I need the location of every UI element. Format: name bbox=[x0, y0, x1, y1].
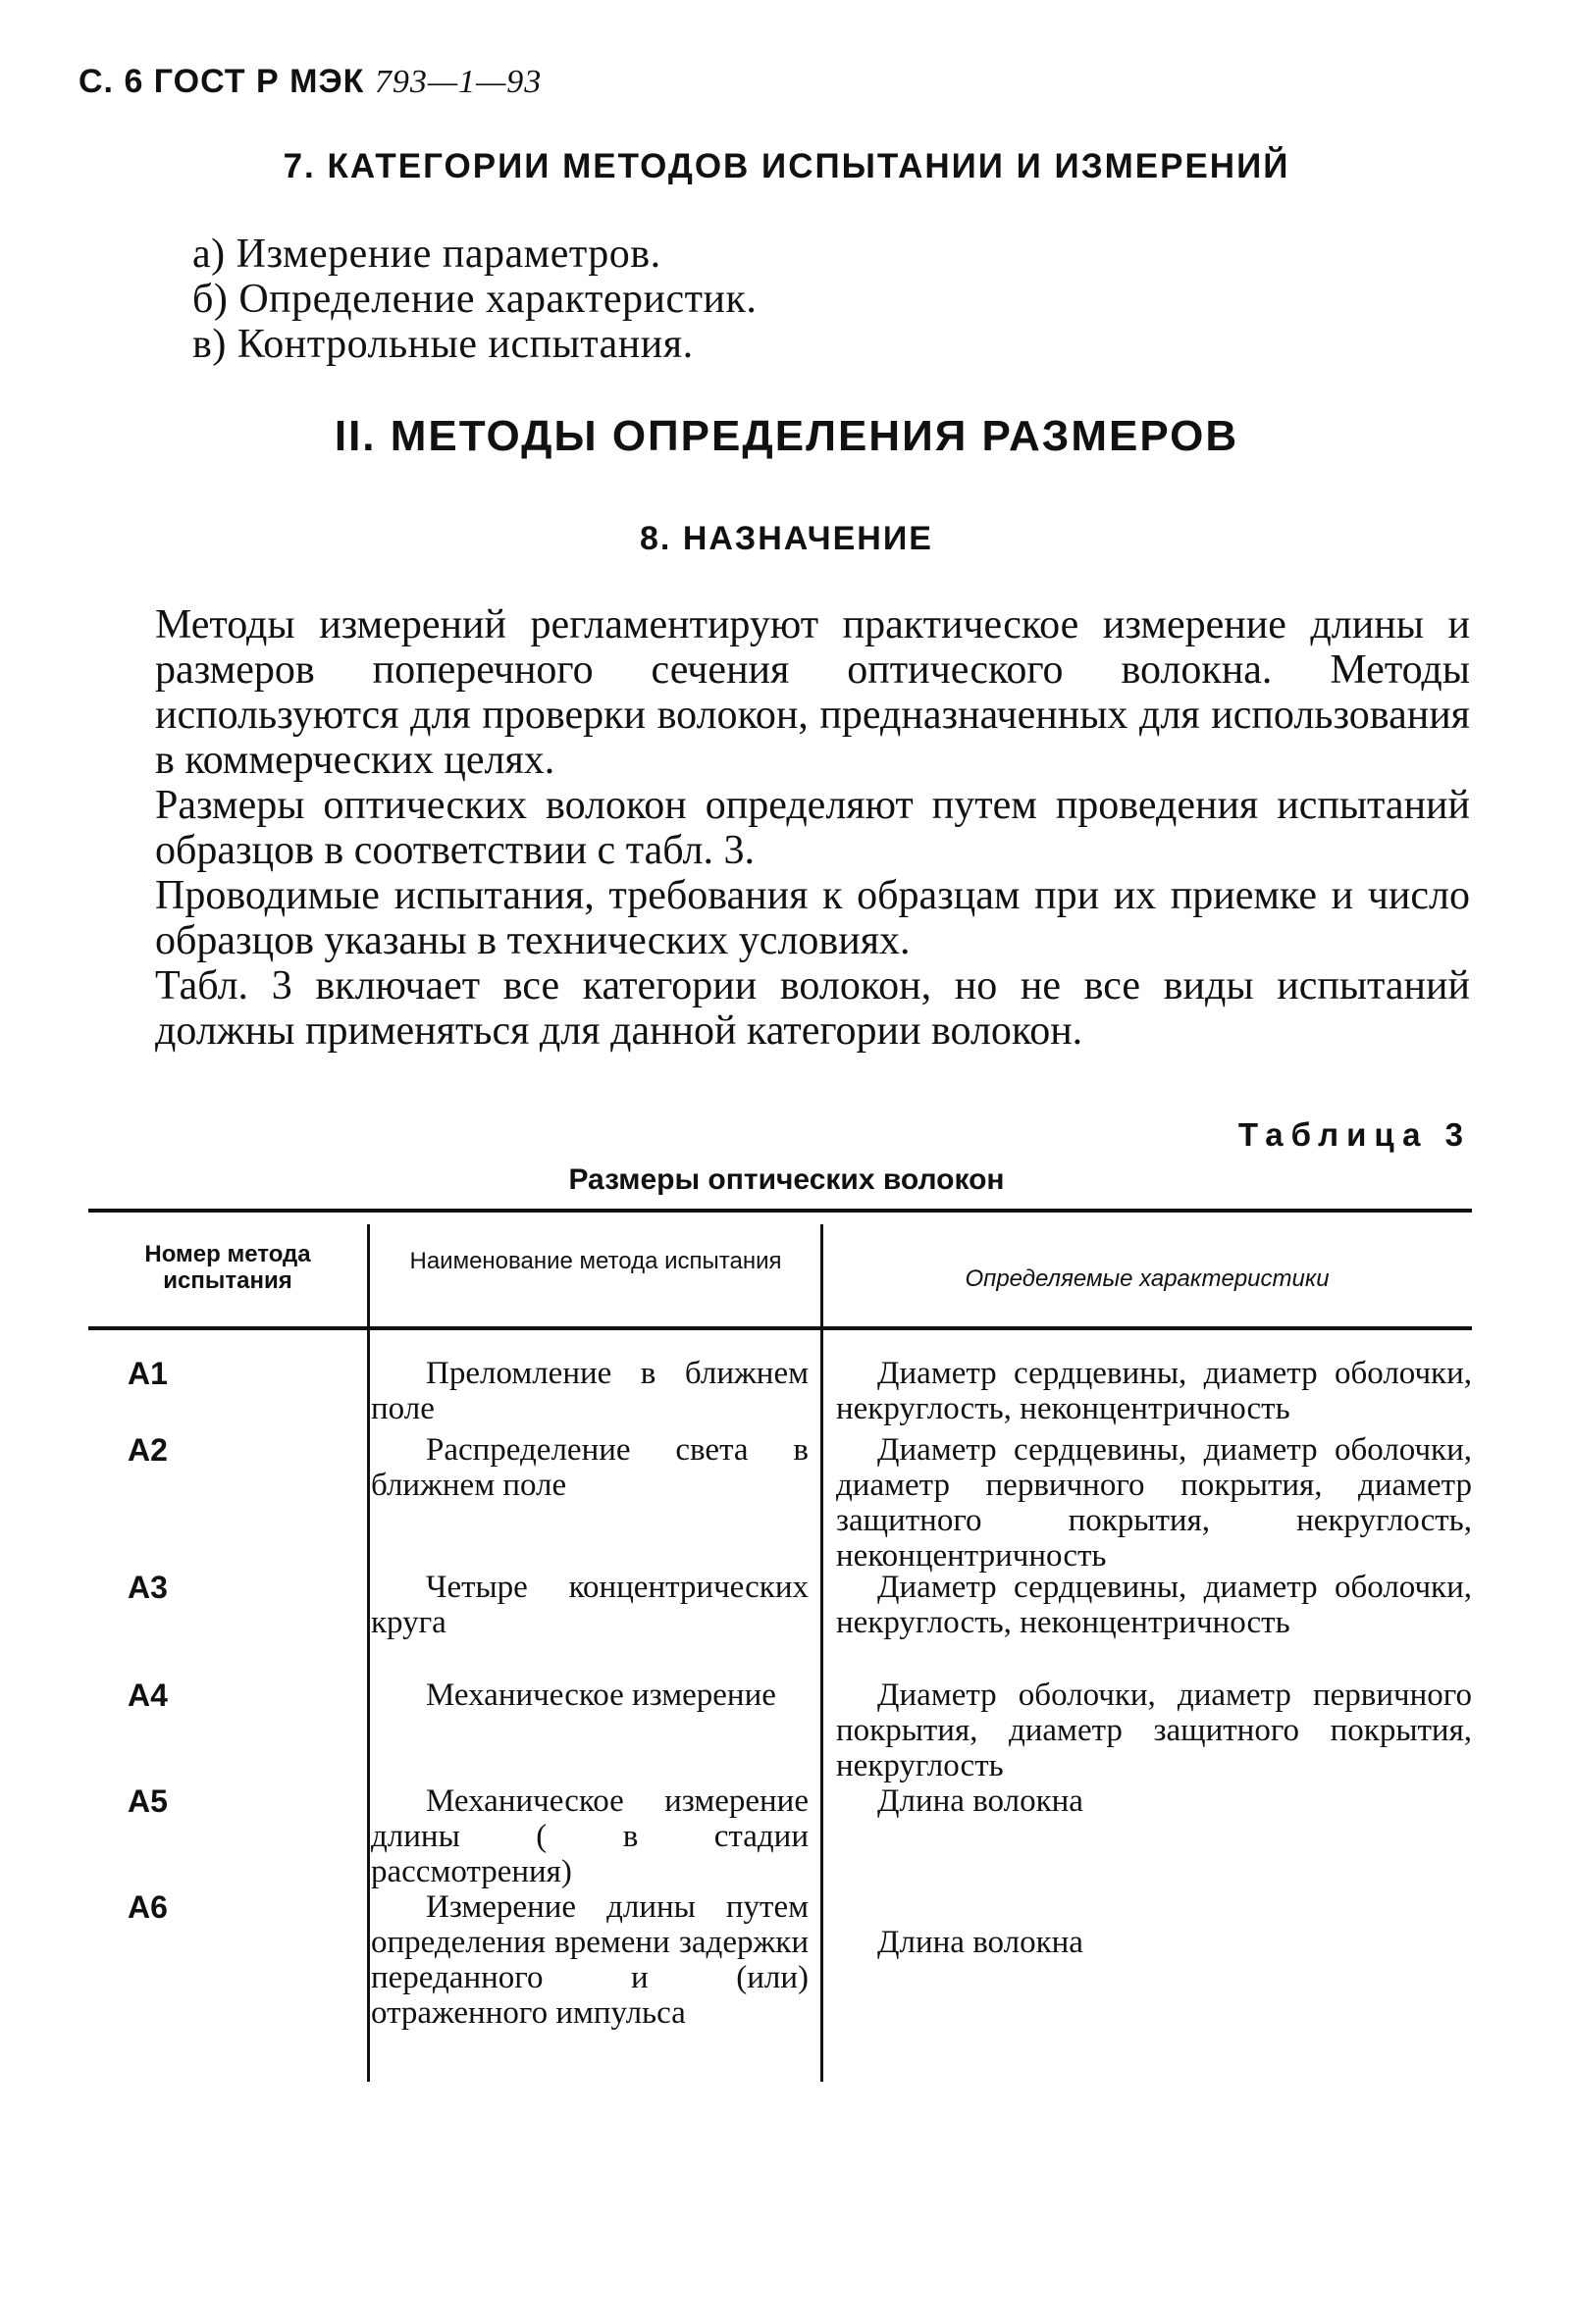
cell-characteristics: Длина волокна bbox=[877, 1925, 1083, 1960]
section-7-title: 7. КАТЕГОРИИ МЕТОДОВ ИСПЫТАНИИ И ИЗМЕРЕНИЙ bbox=[283, 147, 1290, 185]
paragraph: Табл. 3 включает все категории волокон, но не все виды испытаний должны применяться для данной категории волокон. bbox=[155, 963, 1470, 1054]
paragraph: Методы измерений регламентируют практическое измерение длины и размеров поперечного сечения оптического волокна. Методы используются для проверки волокон, предназначенных для использования в коммерческих целях. bbox=[155, 602, 1470, 783]
cell-number: А4 bbox=[128, 1678, 168, 1713]
list-item: а) Измерение параметров. bbox=[192, 232, 661, 277]
section-8-title: 8. НАЗНАЧЕНИЕ bbox=[640, 520, 933, 557]
header-page-number: С. 6 ГОСТ Р МЭК bbox=[79, 63, 365, 100]
header-test-name: Наименование метода испытания bbox=[409, 1248, 782, 1274]
cell-name: Механическое измерение bbox=[426, 1678, 776, 1713]
cell-number: А3 bbox=[128, 1570, 168, 1605]
paragraph: Размеры оптических волокон определяют путем проведения испытаний образцов в соответствии с табл. 3. bbox=[155, 783, 1470, 873]
cell-number: А2 bbox=[128, 1432, 168, 1468]
page-header bbox=[79, 63, 542, 101]
cell-number: А6 bbox=[128, 1889, 168, 1925]
cell-name: Преломление в ближнем поле bbox=[371, 1356, 809, 1426]
list-item: в) Контрольные испытания. bbox=[192, 322, 694, 367]
cell-characteristics: Диаметр оболочки, диаметр первичного покрытия, диаметр защитного покрытия, некруглость bbox=[836, 1678, 1472, 1783]
table-column-divider bbox=[367, 1224, 370, 2082]
cell-name: Четыре концентрических круга bbox=[371, 1570, 809, 1640]
table-label: Таблица 3 bbox=[1237, 1116, 1471, 1153]
cell-characteristics: Диаметр сердцевины, диаметр оболочки, некруглость, неконцентричность bbox=[836, 1570, 1472, 1640]
paragraph: Проводимые испытания, требования к образцам при их приемке и число образцов указаны в технических условиях. bbox=[155, 873, 1470, 963]
section-II-title: II. МЕТОДЫ ОПРЕДЕЛЕНИЯ РАЗМЕРОВ bbox=[334, 412, 1239, 460]
cell-name: Измерение длины путем определения времени задержки переданного и (или) отраженного импульса bbox=[371, 1889, 809, 2031]
header-test-number: Номер метода испытания bbox=[144, 1241, 311, 1294]
cell-characteristics: Диаметр сердцевины, диаметр оболочки, диаметр первичного покрытия, диаметр защитного покрытия, некруглость, неконцентричность bbox=[836, 1432, 1472, 1574]
test-categories-list bbox=[192, 232, 757, 367]
table-title: Размеры оптических волокон bbox=[568, 1163, 1005, 1196]
table-header-rule bbox=[88, 1326, 1472, 1330]
header-standard-code: 793—1—93 bbox=[374, 64, 543, 100]
cell-name: Распределение света в ближнем поле bbox=[371, 1432, 809, 1503]
table-column-divider bbox=[820, 1224, 823, 2082]
cell-characteristics: Диаметр сердцевины, диаметр оболочки, некруглость, неконцентричность bbox=[836, 1356, 1472, 1426]
cell-number: А5 bbox=[128, 1783, 168, 1819]
header-characteristics: Определяемые характеристики bbox=[965, 1265, 1330, 1292]
cell-characteristics: Длина волокна bbox=[877, 1783, 1083, 1819]
table-top-rule bbox=[88, 1209, 1472, 1213]
cell-number: А1 bbox=[128, 1356, 168, 1391]
list-item: б) Определение характеристик. bbox=[192, 277, 758, 322]
cell-name: Механическое измерение длины ( в стадии рассмотрения) bbox=[371, 1783, 809, 1889]
